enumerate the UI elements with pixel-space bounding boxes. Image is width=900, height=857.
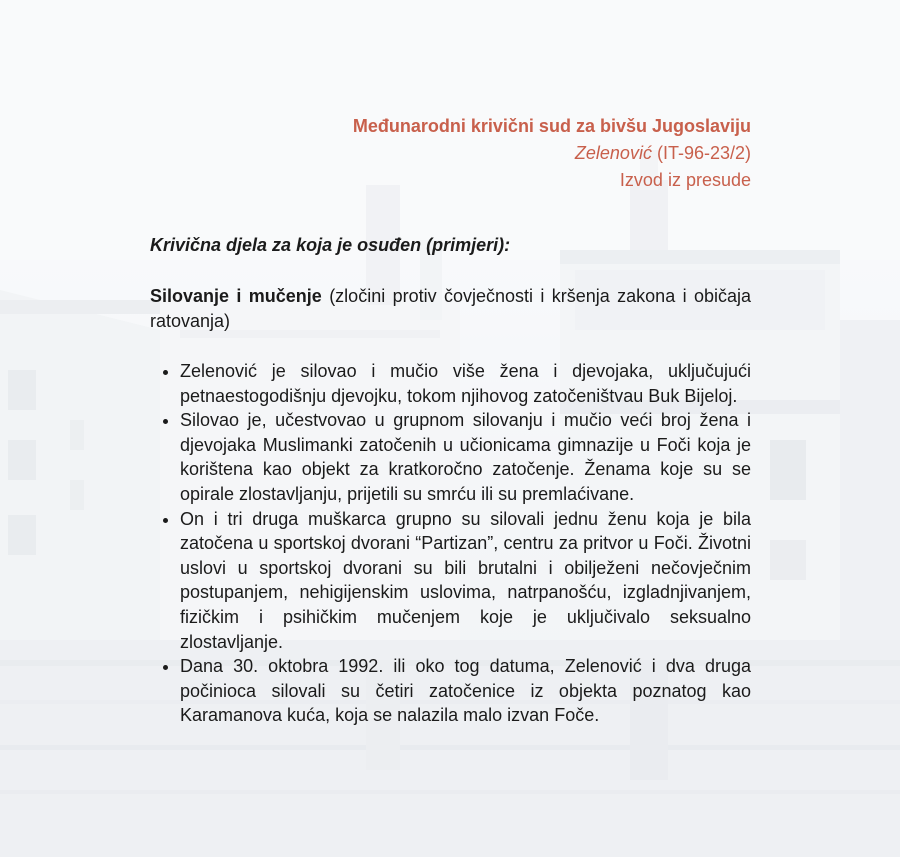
list-item: • Zelenović je silovao i mučio više žena i djevojaka, uključujući petnaestogodišnju djevojku, tokom njihovog zatočeništvau Buk Bijeloj. bbox=[180, 359, 751, 408]
section-heading: Krivična djela za koja je osuđen (primjeri): bbox=[150, 235, 511, 255]
court-name: Međunarodni krivični sud za bivšu Jugoslaviju bbox=[352, 116, 751, 136]
case-number: (IT-96-23/2) bbox=[651, 143, 751, 163]
list-item: • Silovao je, učestvovao u grupnom silovanju i mučio veći broj žena i djevojaka Muslimanki zatočenih u učionicama gimnazije u Foči koja je korištena kao objekt za kratkoročno zatočenje. Ženama koje su se opirale zlostavljanju, prijetili su smrću ili su premlaćivane. bbox=[180, 408, 751, 506]
charge-title: Silovanje i mučenje bbox=[150, 286, 322, 306]
case-line bbox=[353, 140, 751, 167]
charge-description: (zločini protiv čovječnosti i kršenja zakona i običaja ratovanja) bbox=[150, 286, 751, 331]
charges-list bbox=[150, 359, 751, 728]
list-item: • Dana 30. oktobra 1992. ili oko tog datuma, Zelenović i dva druga počinioca silovali su četiri zatočenice iz objekta poznatog kao Karamanova kuća, koja se nalazila malo izvan Foče. bbox=[180, 654, 751, 728]
document-header bbox=[353, 113, 751, 194]
document-subtitle: Izvod iz presude bbox=[619, 170, 751, 190]
document-content bbox=[150, 0, 751, 857]
charge-paragraph bbox=[150, 284, 751, 334]
list-item: • On i tri druga muškarca grupno su silovali jednu ženu koja je bila zatočena u sportskoj dvorani “Partizan”, centru za pritvor u Foči. Životni uslovi u sportskoj dvorani su bili brutalni i obilježeni nečovječnim postupanjem, nehigijenskim uslovima, natrpanošću, izgladnjivanjem, fizičkim i psihičkim mučenjem koje je uključivalo seksualno zlostavljanje. bbox=[180, 507, 751, 655]
case-name: Zelenović bbox=[574, 143, 652, 163]
